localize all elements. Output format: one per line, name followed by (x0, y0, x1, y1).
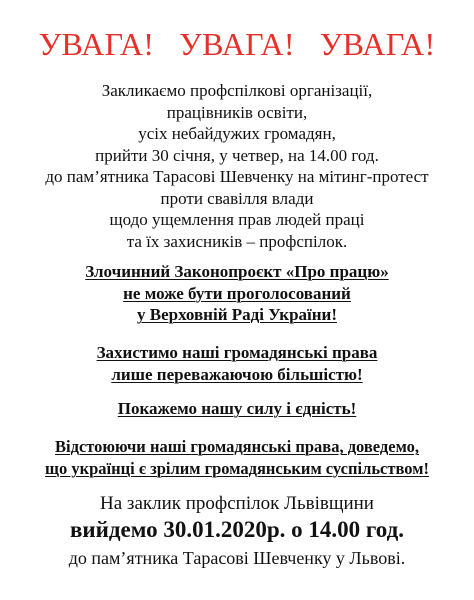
intro-line: усіх небайдужих громадян, (138, 124, 336, 143)
headline-warning: УВАГА! УВАГА! УВАГА! (38, 26, 436, 62)
event-location: до пам’ятника Тарасові Шевченку у Львові. (68, 548, 406, 568)
law-line: Злочинний Законопроєкт «Про працю» (85, 262, 389, 281)
rights-line: Захистимо наші громадянські права (96, 343, 378, 362)
society-line: Відстоюючи наші громадянські права, доведемо, (55, 437, 419, 456)
intro-line: Закликаємо профспілкові організації, (101, 81, 373, 100)
intro-line: проти свавілля влади (160, 188, 314, 208)
law-line: у Верховній Раді України! (136, 305, 338, 324)
intro-line: та їх захисників – профспілок. (126, 231, 348, 251)
law-line: не може бути проголосований (123, 283, 351, 303)
event-date-time: вийдемо 30.01.2020р. о 14.00 год. (69, 517, 405, 542)
intro-line: щодо ущемлення прав людей праці (109, 210, 365, 229)
society-statement (0, 436, 474, 479)
intro-paragraph (0, 80, 474, 252)
intro-line: працівників освіти, (166, 102, 308, 122)
intro-line: до пам’ятника Тарасові Шевченку на мітинг-протест (45, 167, 429, 186)
law-statement (0, 261, 474, 326)
rights-line: лише переважаючою більшістю! (111, 364, 363, 384)
strength-line: Покажемо нашу силу і єдність! (117, 399, 357, 418)
call-to-action-line: На заклик профспілок Львівщини (100, 493, 374, 514)
rights-statement (0, 342, 474, 385)
intro-line: прийти 30 січня, у четвер, на 14.00 год. (95, 145, 379, 165)
society-line: що українці є зрілим громадянським суспільством! (45, 458, 429, 478)
strength-statement (0, 398, 474, 420)
